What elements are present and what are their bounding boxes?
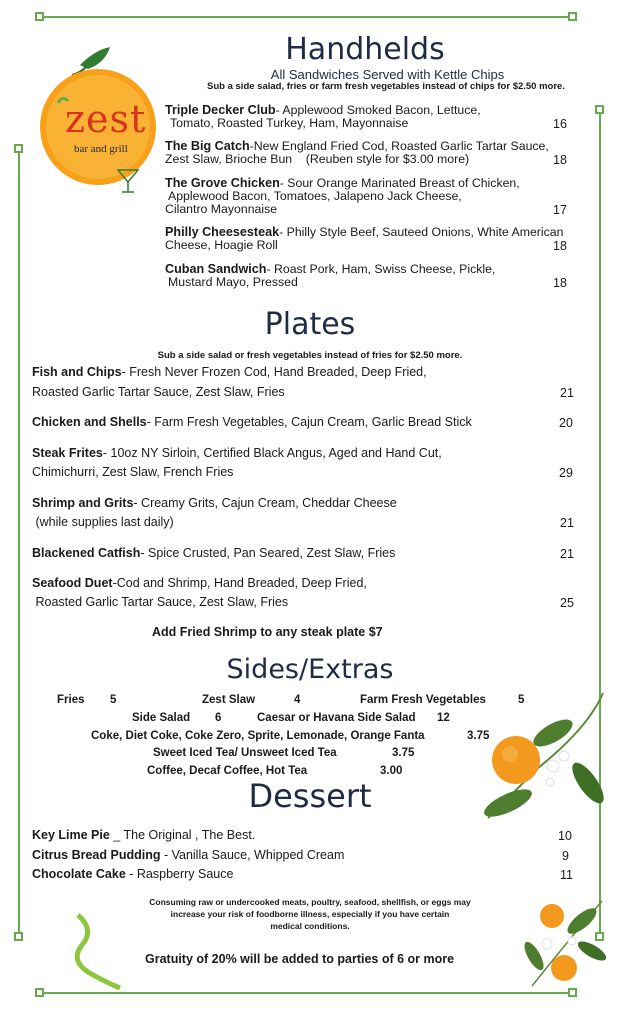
list-item: Blackened Catfish- Spice Crusted, Pan Seared, Zest Slaw, Fries bbox=[32, 546, 396, 560]
dessert-title: Dessert bbox=[248, 777, 372, 815]
item-price: 18 bbox=[553, 153, 567, 167]
zest-logo bbox=[40, 45, 165, 200]
list-item: The Grove Chicken- Sour Orange Marinated Breast of Chicken, bbox=[165, 176, 520, 190]
frame-corner bbox=[14, 932, 23, 941]
list-item: Cheese, Hoagie Roll bbox=[165, 238, 278, 252]
frame-top-line bbox=[40, 16, 574, 18]
list-item: Zest Slaw, Brioche Bun (Reuben style for $3.00 more) bbox=[165, 152, 470, 166]
list-item: Seafood Duet-Cod and Shrimp, Hand Breaded, Deep Fried, bbox=[32, 576, 367, 590]
list-item: Key Lime Pie _ The Original , The Best. bbox=[32, 828, 256, 842]
item-price: 21 bbox=[560, 386, 574, 400]
list-item: Tomato, Roasted Turkey, Ham, Mayonnaise bbox=[170, 116, 409, 130]
plates-title: Plates bbox=[264, 307, 356, 342]
side-item-price: 6 bbox=[215, 712, 222, 724]
frame-left-line bbox=[18, 150, 20, 940]
list-item: Roasted Garlic Tartar Sauce, Zest Slaw, Fries bbox=[32, 595, 289, 609]
plates-note: Sub a side salad or fresh vegetables instead of fries for $2.50 more. bbox=[157, 350, 463, 361]
list-item: Chimichurri, Zest Slaw, French Fries bbox=[32, 465, 234, 479]
list-item: Triple Decker Club- Applewood Smoked Bacon, Lettuce, bbox=[165, 103, 481, 117]
item-price: 21 bbox=[560, 516, 574, 530]
orange-branch-decoration bbox=[512, 896, 612, 991]
side-item-price: 12 bbox=[437, 712, 450, 724]
food-warning: Consuming raw or undercooked meats, poultry, seafood, shellfish, or eggs may increase your risk of foodborne illness, especially if you have certain medical conditions. bbox=[149, 897, 471, 931]
item-price: 25 bbox=[560, 596, 574, 610]
sides-title: Sides/Extras bbox=[226, 654, 394, 685]
plates-addon: Add Fried Shrimp to any steak plate $7 bbox=[152, 625, 383, 639]
list-item: Mustard Mayo, Pressed bbox=[168, 275, 298, 289]
frame-corner bbox=[14, 144, 23, 153]
list-item: Roasted Garlic Tartar Sauce, Zest Slaw, Fries bbox=[32, 385, 285, 399]
side-item-name: Caesar or Havana Side Salad bbox=[257, 712, 416, 724]
gratuity-notice: Gratuity of 20% will be added to parties of 6 or more bbox=[145, 952, 455, 966]
list-item: (while supplies last daily) bbox=[32, 515, 174, 529]
orange-branch-icon bbox=[512, 896, 612, 991]
list-item: Fish and Chips- Fresh Never Frozen Cod, Hand Breaded, Deep Fried, bbox=[32, 365, 427, 379]
list-item: Shrimp and Grits- Creamy Grits, Cajun Cream, Cheddar Cheese bbox=[32, 496, 397, 510]
side-item-name: Zest Slaw bbox=[202, 694, 256, 706]
list-item: Chicken and Shells- Farm Fresh Vegetables, Cajun Cream, Garlic Bread Stick bbox=[32, 415, 472, 429]
side-item-name: Coke, Diet Coke, Coke Zero, Sprite, Lemonade, Orange Fanta bbox=[91, 730, 425, 742]
side-item-name: Sweet Iced Tea/ Unsweet Iced Tea bbox=[153, 747, 337, 759]
frame-corner bbox=[595, 105, 604, 114]
logo-brand: zest bbox=[65, 97, 147, 141]
side-item-price: 4 bbox=[294, 694, 301, 706]
handhelds-title: Handhelds bbox=[285, 32, 445, 67]
item-price: 18 bbox=[553, 239, 567, 253]
side-item-name: Fries bbox=[57, 694, 85, 706]
side-item-name: Farm Fresh Vegetables bbox=[360, 694, 486, 706]
handhelds-note: Sub a side salad, fries or farm fresh vegetables instead of chips for $2.50 more. bbox=[207, 81, 565, 92]
side-item-name: Coffee, Decaf Coffee, Hot Tea bbox=[147, 765, 308, 777]
list-item: Steak Frites- 10oz NY Sirloin, Certified Black Angus, Aged and Hand Cut, bbox=[32, 446, 442, 460]
side-item-price: 5 bbox=[110, 694, 117, 706]
frame-bottom-line bbox=[40, 992, 574, 994]
side-item-price: 3.75 bbox=[392, 747, 415, 759]
item-price: 10 bbox=[558, 829, 572, 843]
lime-ribbon-decoration bbox=[70, 910, 130, 990]
item-price: 20 bbox=[559, 416, 573, 430]
item-price: 16 bbox=[553, 117, 567, 131]
list-item: The Big Catch-New England Fried Cod, Roasted Garlic Tartar Sauce, bbox=[165, 139, 549, 153]
item-price: 17 bbox=[553, 203, 567, 217]
frame-corner bbox=[35, 988, 44, 997]
frame-corner bbox=[35, 12, 44, 21]
handhelds-subtitle: All Sandwiches Served with Kettle Chips bbox=[270, 67, 505, 82]
list-item: Philly Cheesesteak- Philly Style Beef, Sauteed Onions, White American bbox=[165, 225, 564, 239]
side-item-name: Side Salad bbox=[132, 712, 191, 724]
orange-branch-icon bbox=[478, 688, 618, 828]
side-item-price: 3.00 bbox=[380, 765, 403, 777]
frame-corner bbox=[568, 12, 577, 21]
item-price: 18 bbox=[553, 276, 567, 290]
list-item: Applewood Bacon, Tomatoes, Jalapeno Jack Cheese, bbox=[168, 189, 462, 203]
list-item: Cuban Sandwich- Roast Pork, Ham, Swiss Cheese, Pickle, bbox=[165, 262, 496, 276]
item-price: 29 bbox=[559, 466, 573, 480]
item-price: 11 bbox=[560, 868, 573, 882]
side-item-price: 5 bbox=[518, 694, 525, 706]
ribbon-icon bbox=[70, 910, 130, 990]
item-price: 21 bbox=[560, 547, 574, 561]
orange-branch-decoration bbox=[478, 688, 618, 828]
logo-tagline: bar and grill bbox=[74, 143, 128, 155]
list-item: Chocolate Cake - Raspberry Sauce bbox=[32, 867, 234, 881]
list-item: Citrus Bread Pudding - Vanilla Sauce, Whipped Cream bbox=[32, 848, 345, 862]
item-price: 9 bbox=[562, 849, 569, 863]
list-item: Cilantro Mayonnaise bbox=[165, 202, 278, 216]
side-item-price: 3.75 bbox=[467, 730, 490, 742]
